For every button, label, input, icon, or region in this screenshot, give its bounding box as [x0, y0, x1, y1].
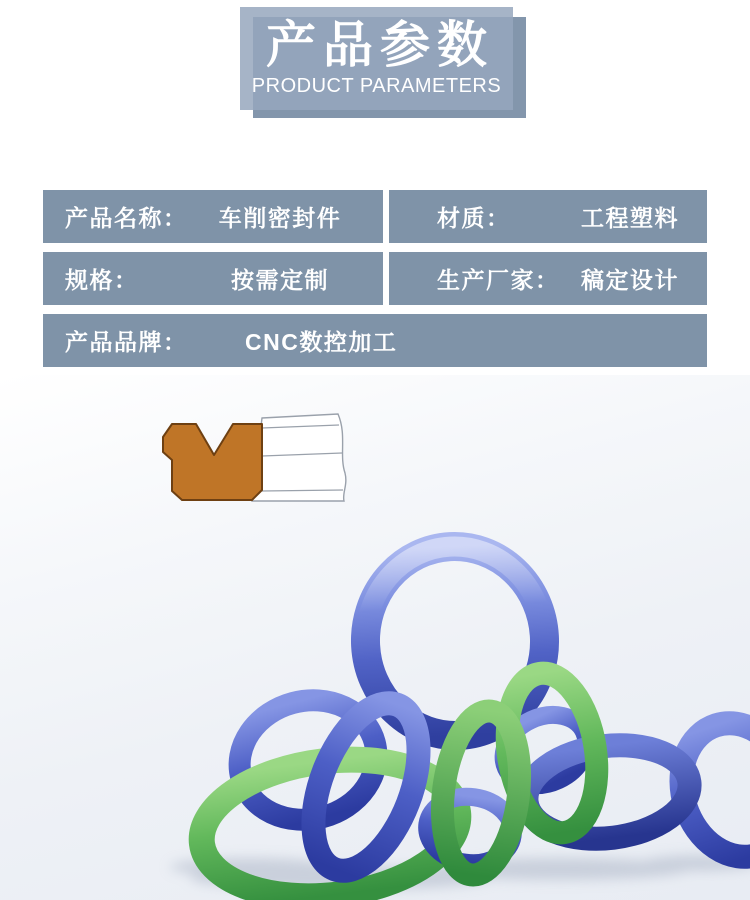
page-title: 产品参数 — [266, 17, 494, 74]
param-label: 规格： — [65, 267, 139, 293]
page-subtitle: PRODUCT PARAMETERS — [251, 74, 502, 97]
param-cell-spec — [43, 252, 383, 305]
seal-rings — [194, 542, 750, 900]
seal-cross-section — [163, 424, 262, 500]
param-cell-material — [389, 190, 707, 243]
param-value: 稿定设计 — [581, 267, 679, 293]
param-label: 材质： — [437, 205, 511, 231]
param-value: CNC数控加工 — [245, 329, 398, 355]
param-label: 生产厂家： — [437, 267, 560, 293]
u-cup-seal-cross-section-diagram — [163, 414, 346, 501]
param-label: 产品名称： — [65, 205, 188, 231]
product-parameters-table — [43, 190, 707, 376]
product-image — [0, 375, 750, 900]
table-row — [43, 252, 707, 305]
param-value: 按需定制 — [231, 267, 329, 293]
table-row — [43, 190, 707, 243]
seal-rings-photo — [0, 375, 750, 900]
param-value: 工程塑料 — [581, 205, 679, 231]
param-cell-manufacturer — [389, 252, 707, 305]
header-title-box — [240, 7, 513, 110]
param-cell-product-name — [43, 190, 383, 243]
page-header — [0, 0, 750, 135]
param-label: 产品品牌： — [65, 329, 188, 355]
table-row — [43, 314, 707, 367]
param-cell-brand — [43, 314, 707, 367]
param-value: 车削密封件 — [218, 205, 342, 231]
